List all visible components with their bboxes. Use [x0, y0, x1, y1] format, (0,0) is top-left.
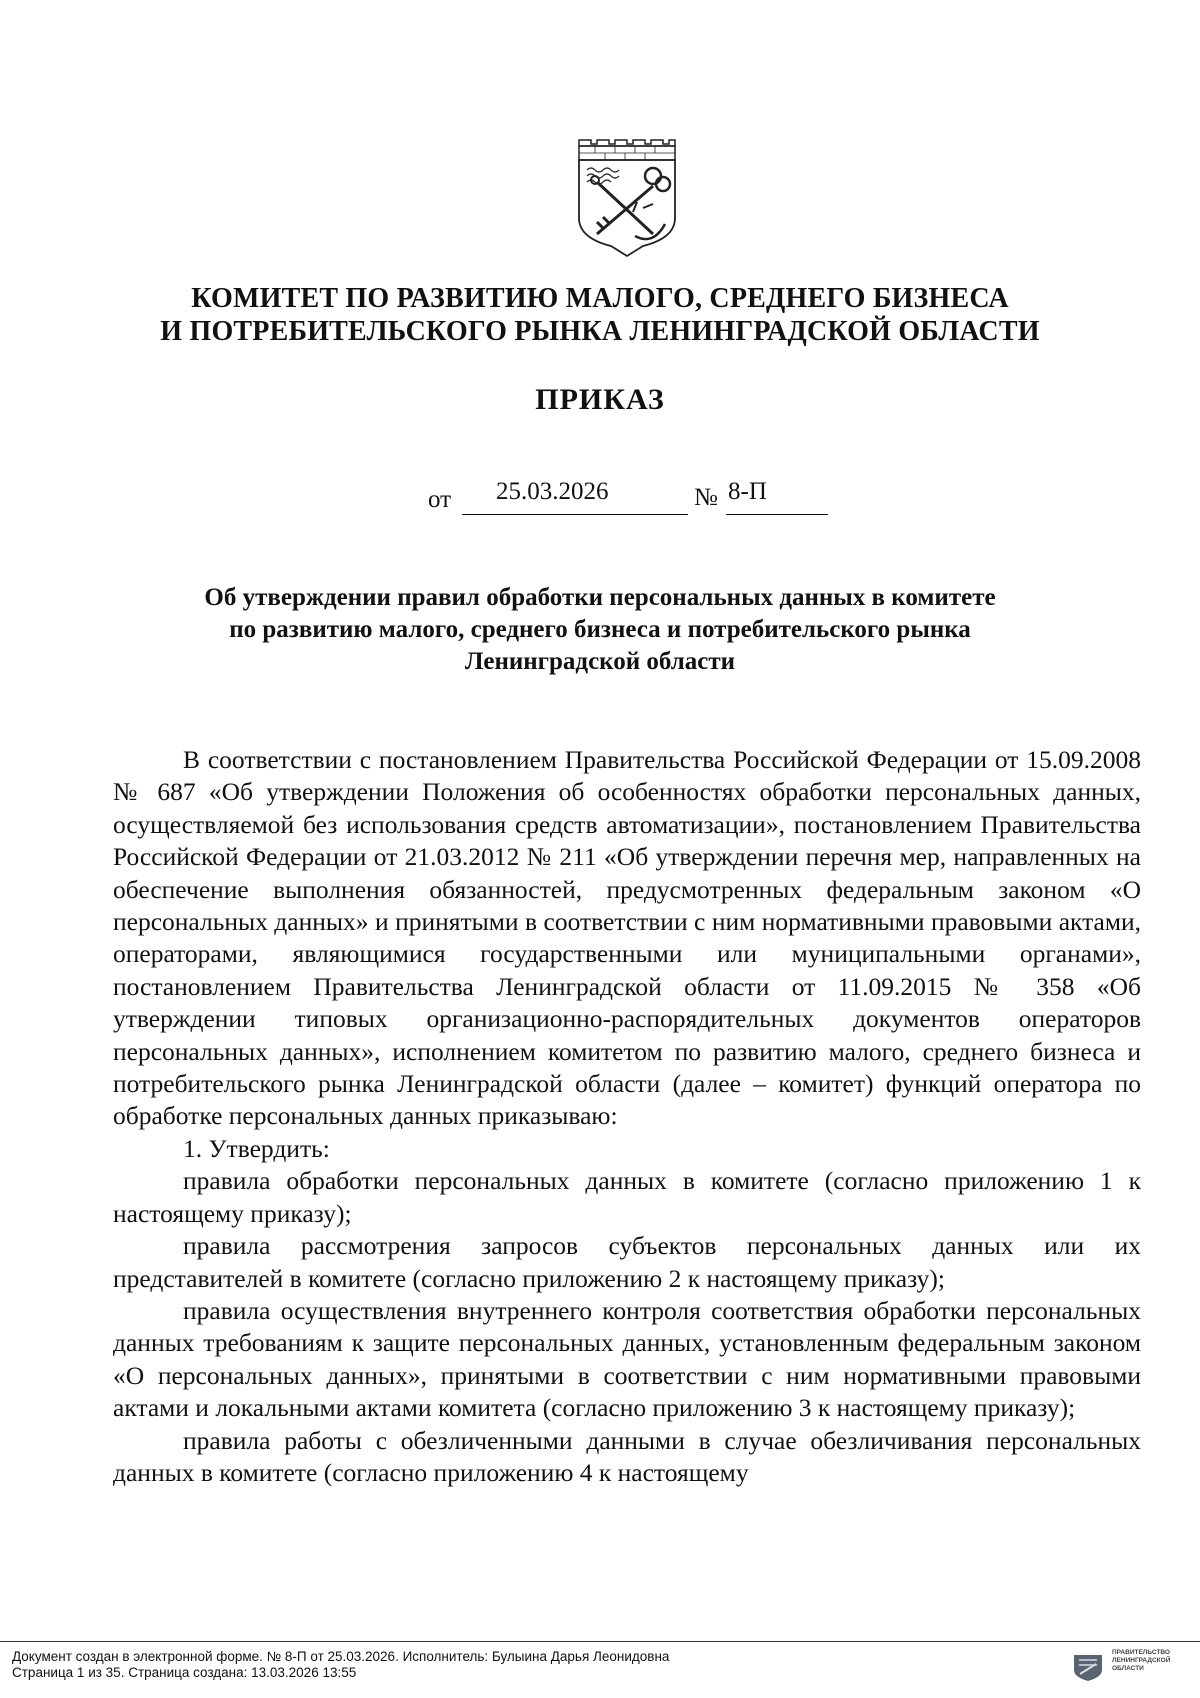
body-paragraph-rules-3: правила осуществления внутреннего контроля соответствия обработки персональных данных требованиям к защите персональных данных, установленным федеральным законом «О персональных данных», принятыми в соответствии с ним нормативными правовыми актами и локальными актами комитета (согласно приложению 3 к настоящему приказу); [113, 1295, 1141, 1423]
page-footer [0, 1641, 1200, 1698]
document-date: 25.03.2026 [496, 478, 609, 505]
number-label: № [694, 484, 718, 511]
subject-line-2: по развитию малого, среднего бизнеса и потребительского рынка [229, 616, 971, 643]
date-label: от [428, 486, 452, 513]
body-paragraph-rules-2: правила рассмотрения запросов субъектов персональных данных или их представителей в комитете (согласно приложению 2 к настоящему приказу); [113, 1231, 1141, 1293]
document-type: ПРИКАЗ [535, 383, 665, 416]
document-number: 8-П [728, 478, 767, 505]
gov-line-2: ЛЕНИНГРАДСКОЙ [1112, 1657, 1171, 1664]
number-underline [726, 514, 828, 515]
coat-of-arms-icon [573, 138, 681, 258]
footer-info [12, 1649, 669, 1681]
footer-line-1: Документ создан в электронной форме. № 8-П от 25.03.2026. Исполнитель: Булыина Дарья Леонидовна [12, 1649, 670, 1664]
subject-line-3: Ленинградской области [464, 648, 736, 675]
body-paragraph-rules-4: правила работы с обезличенными данными в случае обезличивания персональных данных в комитете (согласно приложению 4 к настоящему [113, 1425, 1141, 1487]
org-line-2: И ПОТРЕБИТЕЛЬСКОГО РЫНКА ЛЕНИНГРАДСКОЙ ОБЛАСТИ [160, 316, 1040, 347]
body-paragraph-item-1: 1. Утвердить: [183, 1133, 330, 1163]
government-label [1112, 1649, 1196, 1673]
date-underline [462, 514, 688, 515]
body-paragraph-preamble: В соответствии с постановлением Правительства Российской Федерации от 15.09.2008 № 687 «Об утверждении Положения об особенностях обработки персональных данных, осуществляемой без использования средств автоматизации», постановлением Правительства Российской Федерации от 21.03.2012 № 211 «Об утверждении перечня мер, направленных на обеспечение выполнения обязанностей, предусмотренных федеральным законом «О персональных данных» и принятыми в соответствии с ним нормативными правовыми актами, операторами, являющимися государственными или муниципальными органами», постановлением Правительства Ленинградской области от 11.09.2015 № 358 «Об утверждении типовых организационно-распорядительных документов операторов персональных данных», исполнением комитетом по развитию малого, среднего бизнеса и потребительского рынка Ленинградской области (далее – комитет) функций оператора по обработке персональных данных приказываю: [113, 745, 1141, 1131]
footer-divider [0, 1641, 1200, 1642]
document-body [113, 744, 1141, 1489]
subject-line-1: Об утверждении правил обработки персональных данных в комитете [204, 584, 996, 611]
government-logo-icon [1070, 1652, 1106, 1682]
org-line-1: КОМИТЕТ ПО РАЗВИТИЮ МАЛОГО, СРЕДНЕГО БИЗНЕСА [191, 283, 1009, 314]
body-paragraph-rules-1: правила обработки персональных данных в комитете (согласно приложению 1 к настоящему приказу); [113, 1166, 1141, 1228]
footer-line-2: Страница 1 из 35. Страница создана: 13.03.2026 13:55 [12, 1665, 357, 1680]
gov-line-1: ПРАВИТЕЛЬСТВО [1112, 1649, 1170, 1656]
gov-line-3: ОБЛАСТИ [1112, 1665, 1144, 1672]
organization-name [100, 282, 1100, 348]
document-subject [150, 582, 1050, 678]
